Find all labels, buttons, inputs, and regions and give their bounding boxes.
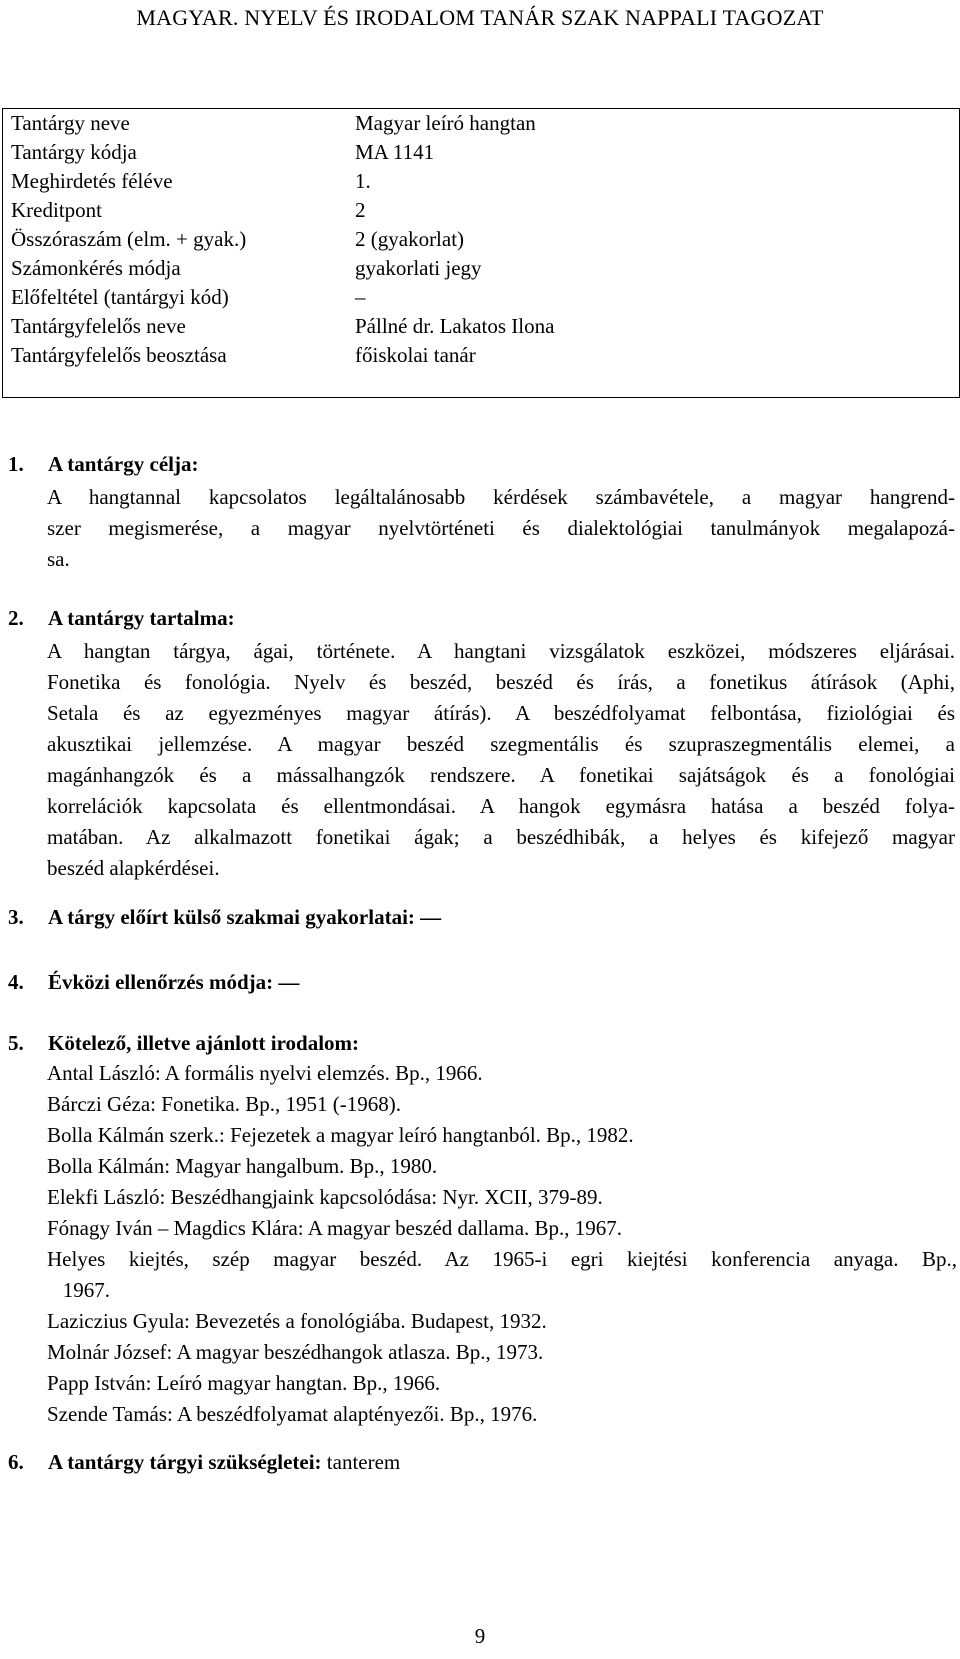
info-value: főiskolai tanár [355, 343, 476, 367]
text-line: szer megismerése, a magyar nyelvtörténeti és dialektológiai tanulmányok megalapozá- [47, 516, 955, 540]
literature-item: Szende Tamás: A beszédfolyamat alaptényezői. Bp., 1976. [47, 1402, 538, 1426]
literature-item: Bolla Kálmán szerk.: Fejezetek a magyar leíró hangtanból. Bp., 1982. [47, 1123, 634, 1147]
info-value: MA 1141 [355, 140, 435, 164]
info-value: 2 [355, 198, 366, 222]
section-2-heading [8, 606, 235, 631]
info-value: 2 (gyakorlat) [355, 227, 465, 251]
section-1-heading [8, 452, 198, 477]
info-label: Előfeltétel (tantárgyi kód) [11, 285, 229, 309]
section-number: 2. [8, 606, 24, 630]
info-value: Pállné dr. Lakatos Ilona [355, 314, 555, 338]
text-line: Fonetika és fonológia. Nyelv és beszéd, beszéd és írás, a fonetikus átírások (Aphi, [47, 670, 955, 694]
section-value: — [420, 905, 442, 929]
text-line: Setala és az egyezményes magyar átírás). A beszédfolyamat felbontása, fiziológiai és [47, 701, 955, 725]
literature-item: Bárczi Géza: Fonetika. Bp., 1951 (-1968). [47, 1092, 401, 1116]
section-6-heading [8, 1450, 400, 1475]
section-value: tanterem [326, 1450, 401, 1474]
info-label: Számonkérés módja [11, 256, 181, 280]
text-line: korrelációk kapcsolata és ellentmondásai. A hangok egymásra hatása a beszéd folya- [47, 794, 955, 818]
section-1-body [47, 482, 955, 575]
section-3-heading [8, 905, 441, 930]
info-value: – [355, 285, 366, 309]
section-title: A tantárgy tartalma: [48, 606, 235, 630]
info-label: Tantárgyfelelős neve [11, 314, 186, 338]
literature-list [47, 1061, 957, 1433]
section-title: A tárgy előírt külső szakmai gyakorlatai: [48, 905, 415, 929]
text-line: akusztikai jellemzése. A magyar beszéd szegmentális és szupraszegmentális elemei, a [47, 732, 955, 756]
section-number: 3. [8, 905, 24, 929]
section-title: A tantárgy tárgyi szükségletei: [48, 1450, 322, 1474]
section-title: A tantárgy célja: [48, 452, 199, 476]
section-title: Kötelező, illetve ajánlott irodalom: [48, 1031, 360, 1055]
literature-item: Helyes kiejtés, szép magyar beszéd. Az 1965-i egri kiejtési konferencia anyaga. Bp., [47, 1247, 957, 1271]
text-line: sa. [47, 547, 70, 571]
info-label: Összóraszám (elm. + gyak.) [11, 227, 247, 251]
section-title: Évközi ellenőrzés módja: [48, 970, 274, 994]
text-line: A hangtannal kapcsolatos legáltalánosabb kérdések számbavétele, a magyar hangrend- [47, 485, 955, 509]
text-line: beszéd alapkérdései. [47, 856, 220, 880]
info-label: Meghirdetés féléve [11, 169, 173, 193]
text-line: matában. Az alkalmazott fonetikai ágak; a beszédhibák, a helyes és kifejező magyar [47, 825, 955, 849]
course-info-table [2, 108, 960, 398]
info-label: Tantárgyfelelős beosztása [11, 343, 227, 367]
page-number: 9 [474, 1624, 486, 1648]
info-value: gyakorlati jegy [355, 256, 482, 280]
info-label: Tantárgy neve [11, 111, 130, 135]
literature-item-continuation: 1967. [47, 1278, 110, 1302]
text-line: A hangtan tárgya, ágai, története. A hangtani vizsgálatok eszközei, módszeres eljárásai. [47, 639, 955, 663]
literature-item: Elekfi László: Beszédhangjaink kapcsolódása: Nyr. XCII, 379-89. [47, 1185, 603, 1209]
literature-item: Laziczius Gyula: Bevezetés a fonológiába. Budapest, 1932. [47, 1309, 547, 1333]
section-number: 4. [8, 970, 24, 994]
info-label: Tantárgy kódja [11, 140, 137, 164]
section-4-heading [8, 970, 299, 995]
section-5-heading [8, 1031, 359, 1056]
info-label: Kreditpont [11, 198, 102, 222]
section-number: 5. [8, 1031, 24, 1055]
section-2-body [47, 636, 955, 884]
section-number: 1. [8, 452, 24, 476]
literature-item: Bolla Kálmán: Magyar hangalbum. Bp., 1980. [47, 1154, 438, 1178]
literature-item: Fónagy Iván – Magdics Klára: A magyar beszéd dallama. Bp., 1967. [47, 1216, 623, 1240]
literature-item: Antal László: A formális nyelvi elemzés. Bp., 1966. [47, 1061, 483, 1085]
info-value: Magyar leíró hangtan [355, 111, 536, 135]
literature-item: Papp István: Leíró magyar hangtan. Bp., 1966. [47, 1371, 441, 1395]
literature-item: Molnár József: A magyar beszédhangok atlasza. Bp., 1973. [47, 1340, 544, 1364]
section-value: — [278, 970, 300, 994]
text-line: magánhangzók és a mássalhangzók rendszere. A fonetikai sajátságok és a fonológiai [47, 763, 955, 787]
info-value: 1. [355, 169, 371, 193]
section-number: 6. [8, 1450, 24, 1474]
page-header: MAGYAR. NYELV ÉS IRODALOM TANÁR SZAK NAPPALI TAGOZAT [136, 5, 824, 30]
